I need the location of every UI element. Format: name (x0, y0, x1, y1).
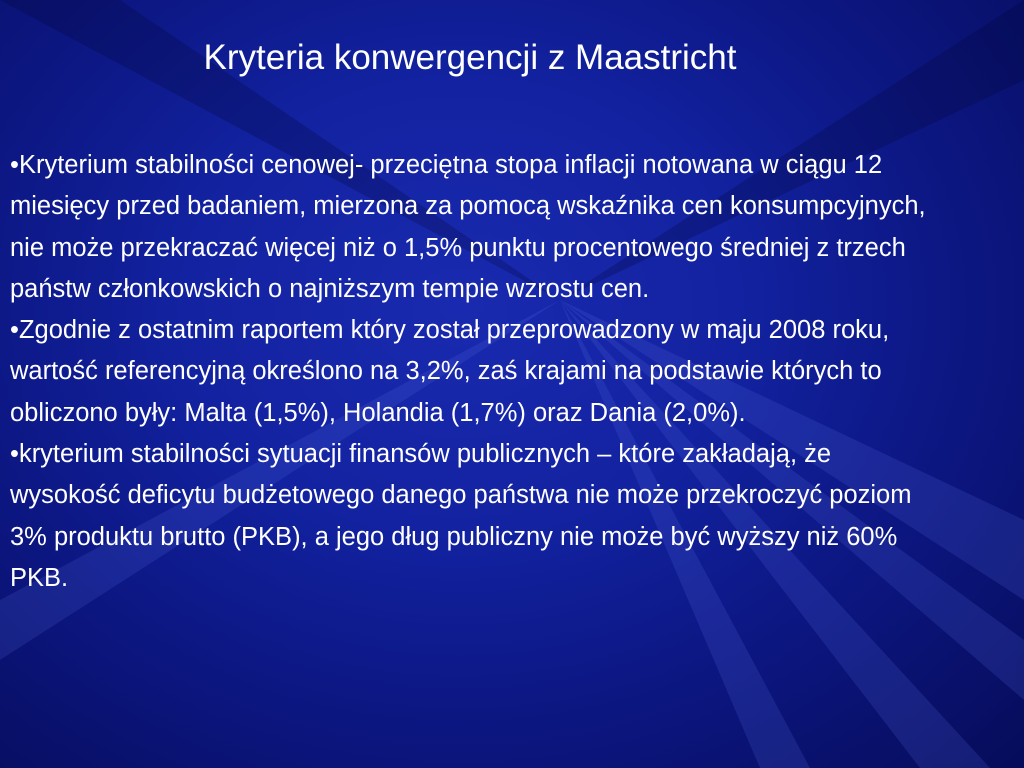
bullet-marker: • (10, 440, 19, 469)
bullet-text: Kryterium stabilności cenowej- przeciętna stopa inflacji notowana w ciągu 12 miesięcy przed badaniem, mierzona za pomocą wskaźnika cen konsumpcyjnych, nie może przekraczać więcej niż o 1,5% punktu procentowego średniej z trzech państw członkowskich o najniższym tempie wzrostu cen. (10, 151, 926, 303)
slide-title: Kryteria konwergencji z Maastricht (203, 38, 737, 77)
bullet-list (10, 145, 945, 599)
bullet-item-public-finances (10, 434, 945, 599)
bullet-item-price-stability (10, 145, 945, 310)
bullet-marker: • (10, 151, 19, 179)
bullet-text: Zgodnie z ostatnim raportem który został przeprowadzony w maju 2008 roku, wartość referencyjną określono na 3,2%, zaś krajami na podstawie których to obliczono były: Malta (1,5%), Holandia (1,7%) oraz Dania (2,0%). (10, 316, 890, 427)
bullet-marker: • (10, 316, 19, 345)
bullet-text: kryterium stabilności sytuacji finansów publicznych – które zakładają, że wysokość deficytu budżetowego danego państwa nie może przekroczyć poziom 3% produktu brutto (PKB), a jego dług publiczny nie może być wyższy niż 60% PKB. (10, 440, 912, 592)
bullet-item-latest-report (10, 310, 945, 434)
